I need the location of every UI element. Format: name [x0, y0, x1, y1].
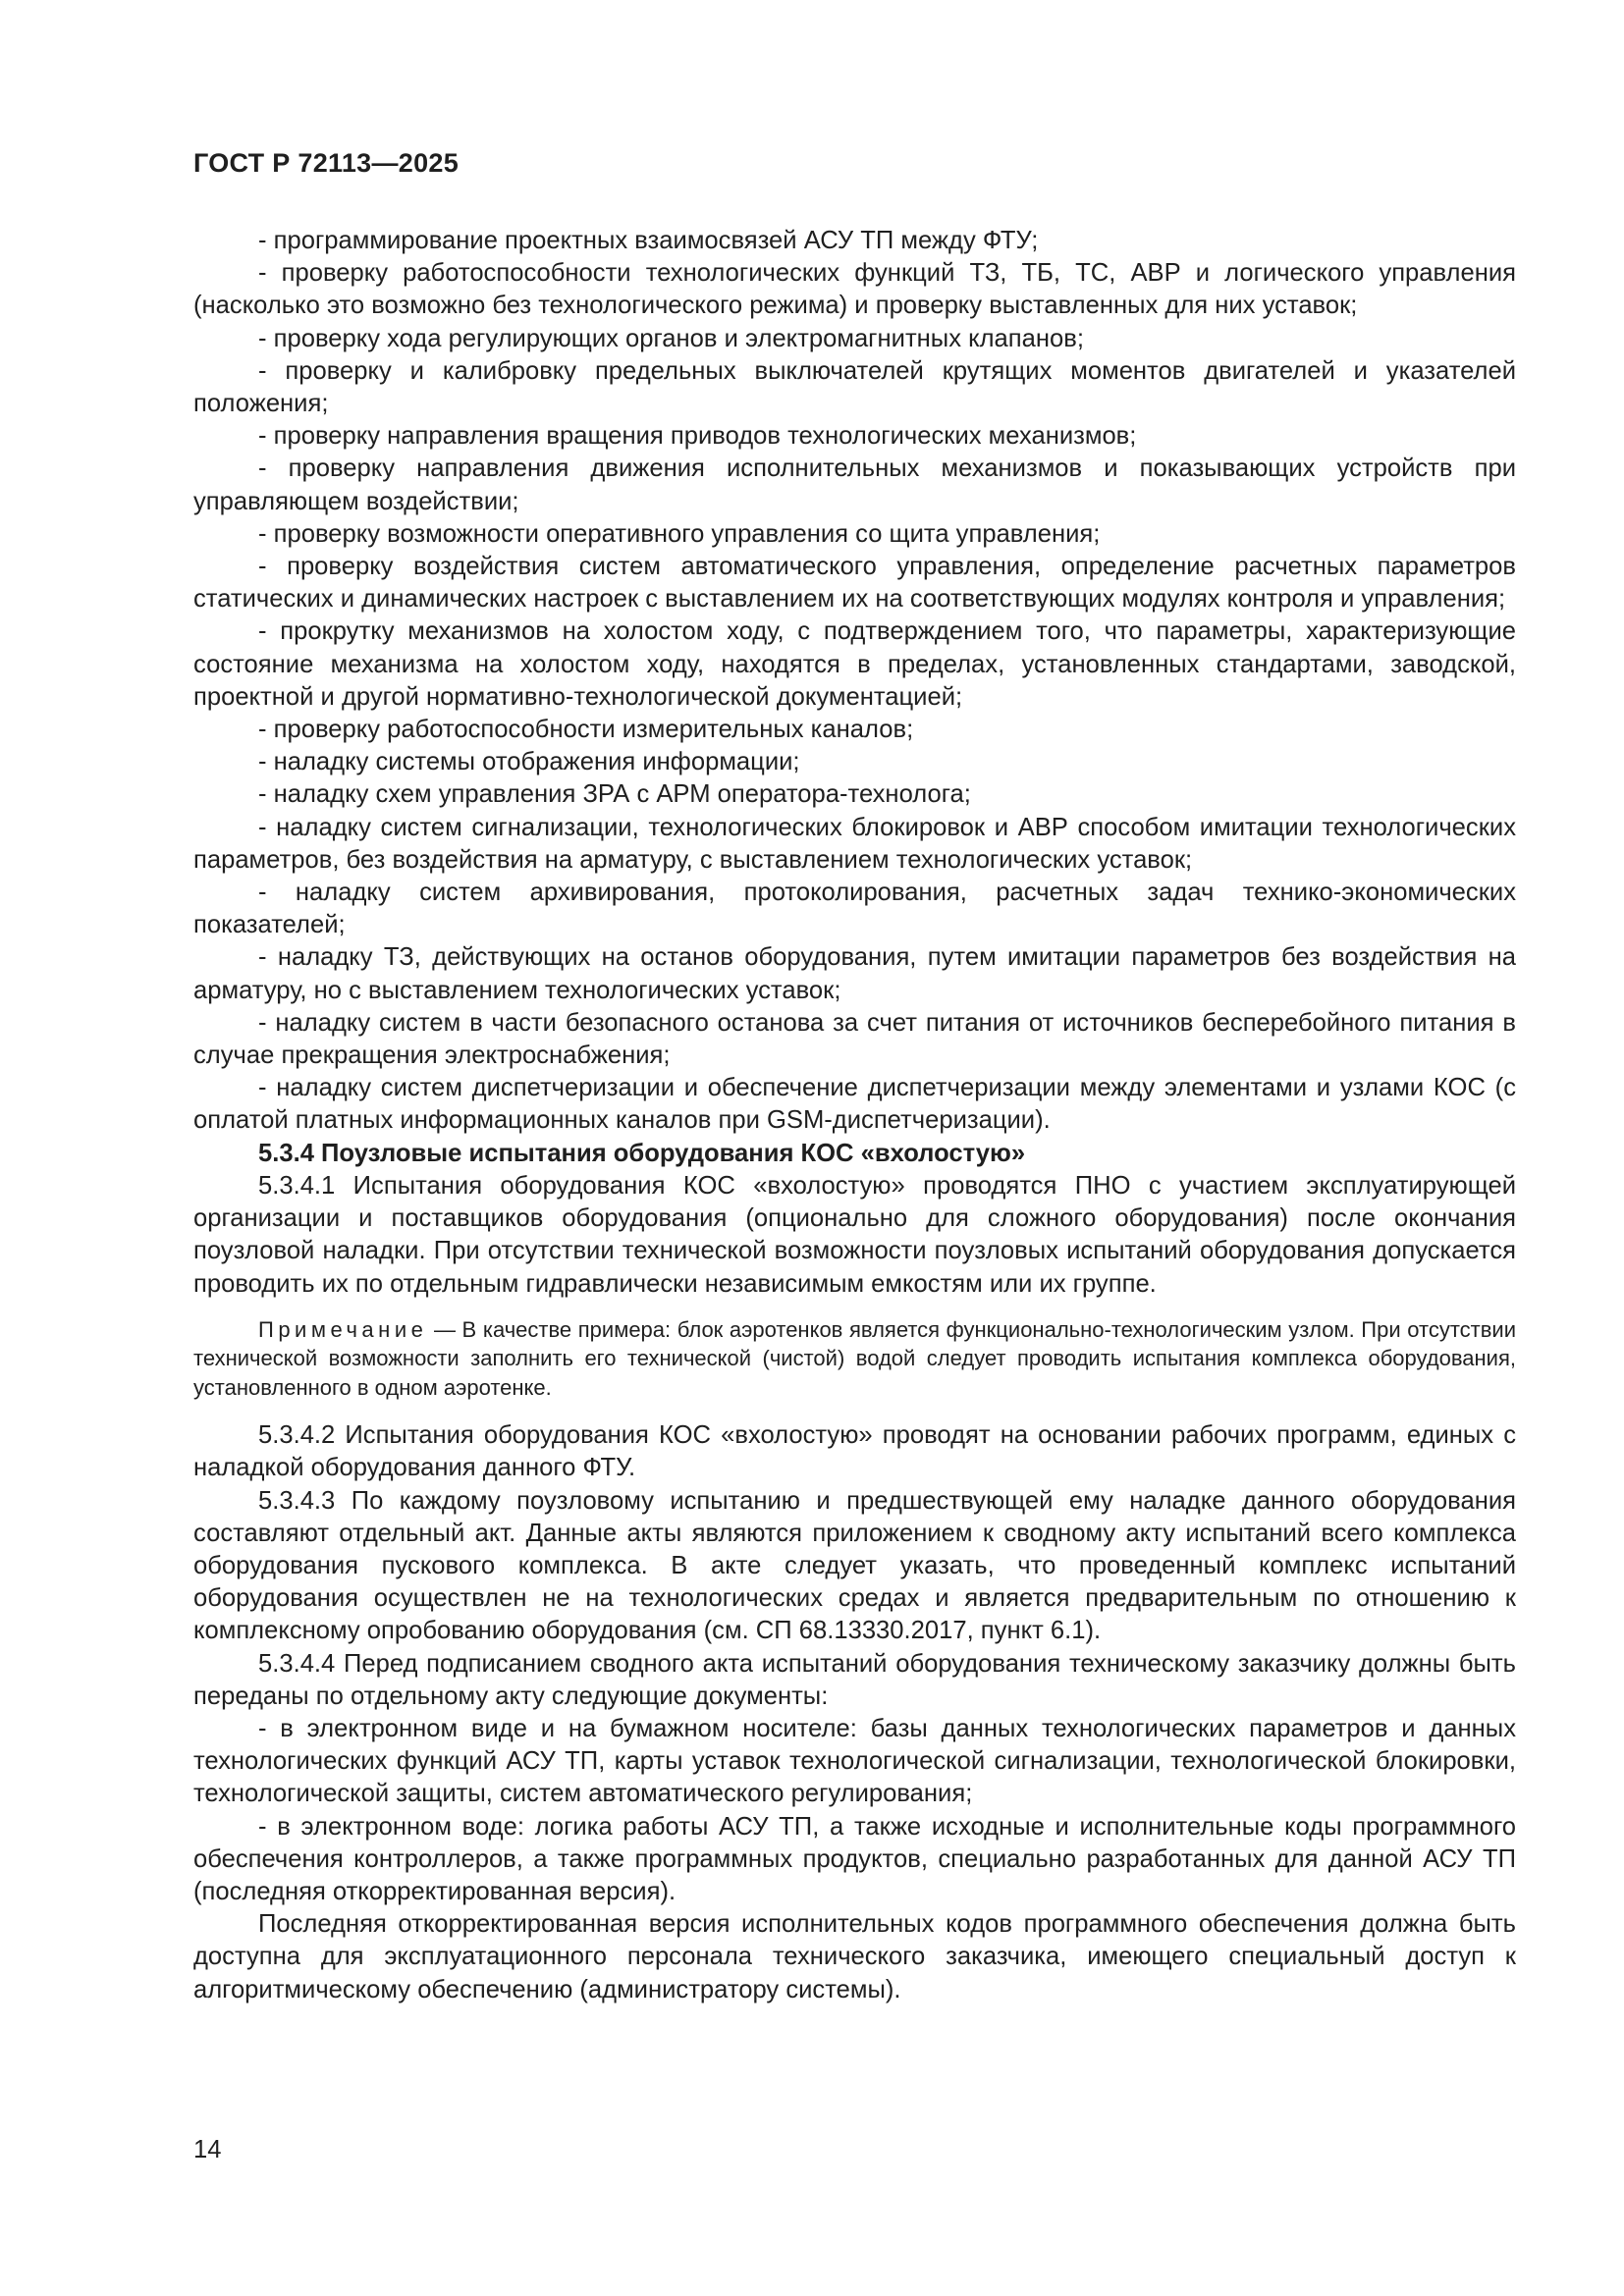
note-label: Примечание: [258, 1316, 428, 1342]
list-item: - прокрутку механизмов на холостом ходу, с подтверждением того, что параметры, характеризующие состояние механизма на холостом ходу, находятся в пределах, установленных стандартами, заводской, проектной и другой нормативно-технологической документацией;: [193, 617, 1516, 711]
paragraph-5-3-4-3: 5.3.4.3 По каждому поузловому испытанию и предшествующей ему наладке данного оборудования составляют отдельный акт. Данные акты являются приложением к сводному акту испытаний всего комплекса оборудования пускового комплекса. В акте следует указать, что проведенный комплекс испытаний оборудования осуществлен не на технологических средах и является предварительным по отношению к комплексному опробованию оборудования (см. СП 68.13330.2017, пункт 6.1).: [193, 1486, 1516, 1645]
list-item: - проверку направления движения исполнительных механизмов и показывающих устройств при управляющем воздействии;: [193, 454, 1516, 515]
list-item: - наладку ТЗ, действующих на останов оборудования, путем имитации параметров без воздействия на арматуру, но с выставлением технологических уставок;: [193, 943, 1516, 1004]
list-item: - проверку воздействия систем автоматического управления, определение расчетных параметров статических и динамических настроек с выставлением их на соответствующих модулях контроля и управления;: [193, 553, 1516, 614]
paragraph-final: Последняя откорректированная версия исполнительных кодов программного обеспечения должна быть доступна для эксплуатационного персонала технического заказчика, имеющего специальный доступ к алгоритмическому обеспечению (администратору системы).: [193, 1910, 1516, 2003]
list-item: - проверку направления вращения приводов технологических механизмов;: [258, 422, 1137, 451]
list-item: - наладку систем диспетчеризации и обеспечение диспетчеризации между элементами и узлами КОС (с оплатой платных информационных каналов при GSM-диспетчеризации).: [193, 1074, 1516, 1135]
note: [193, 1315, 1516, 1403]
list-item: - проверку работоспособности технологических функций ТЗ, ТБ, ТС, АВР и логического управления (насколько это возможно без технологического режима) и проверку выставленных для них уставок;: [193, 259, 1516, 320]
paragraph-5-3-4-4: 5.3.4.4 Перед подписанием сводного акта испытаний оборудования техническому заказчику должны быть переданы по отдельному акту следующие документы:: [193, 1649, 1516, 1710]
list-item: - в электронном виде и на бумажном носителе: базы данных технологических параметров и данных технологических функций АСУ ТП, карты уставок технологической сигнализации, технологической блокировки, технологической защиты, систем автоматического регулирования;: [193, 1715, 1516, 1808]
list-item: - наладку систем сигнализации, технологических блокировок и АВР способом имитации технологических параметров, без воздействия на арматуру, с выставлением технологических уставок;: [193, 813, 1516, 874]
note-text: — В качестве примера: блок аэротенков является функционально-технологическим узлом. При отсутствии технической возможности заполнить его технической (чистой) водой следует проводить испытания комплекса оборудования, установленного в одном аэротенке.: [193, 1316, 1516, 1400]
list-item: - программирование проектных взаимосвязей АСУ ТП между ФТУ;: [258, 227, 1039, 254]
section-heading: 5.3.4 Поузловые испытания оборудования КОС «вхолостую»: [258, 1139, 1026, 1167]
list-item: - наладку систем в части безопасного останова за счет питания от источников бесперебойного питания в случае прекращения электроснабжения;: [193, 1008, 1516, 1070]
list-item: - проверку возможности оперативного управления со щита управления;: [258, 519, 1101, 548]
paragraph-5-3-4-1: 5.3.4.1 Испытания оборудования КОС «вхолостую» проводятся ПНО с участием эксплуатирующей организации и поставщиков оборудования (опционально для сложного оборудования) после окончания поузловой наладки. При отсутствии технической возможности поузловых испытаний оборудования допускается проводить их по отдельным гидравлически независимым емкостям или их группе.: [193, 1171, 1516, 1298]
document-header: ГОСТ Р 72113—2025: [193, 148, 460, 178]
list-item: - проверку работоспособности измерительных каналов;: [258, 716, 914, 744]
list-item: - проверку хода регулирующих органов и электромагнитных клапанов;: [258, 324, 1084, 352]
list-item: - наладку системы отображения информации;: [258, 748, 800, 776]
list-item: - наладку систем архивирования, протоколирования, расчетных задач технико-экономических показателей;: [193, 879, 1516, 939]
list-item: - проверку и калибровку предельных выключателей крутящих моментов двигателей и указателей положения;: [193, 356, 1516, 418]
list-item: - в электронном воде: логика работы АСУ ТП, а также исходные и исполнительные коды программного обеспечения контроллеров, а также программных продуктов, специально разработанных для данной АСУ ТП (последняя откорректированная версия).: [193, 1812, 1516, 1906]
list-item: - наладку схем управления ЗРА с АРМ оператора-технолога;: [258, 780, 971, 809]
page-number: 14: [193, 2136, 222, 2163]
paragraph-5-3-4-2: 5.3.4.2 Испытания оборудования КОС «вхолостую» проводят на основании рабочих программ, единых с наладкой оборудования данного ФТУ.: [193, 1421, 1516, 1482]
document-body: [193, 225, 1516, 2006]
